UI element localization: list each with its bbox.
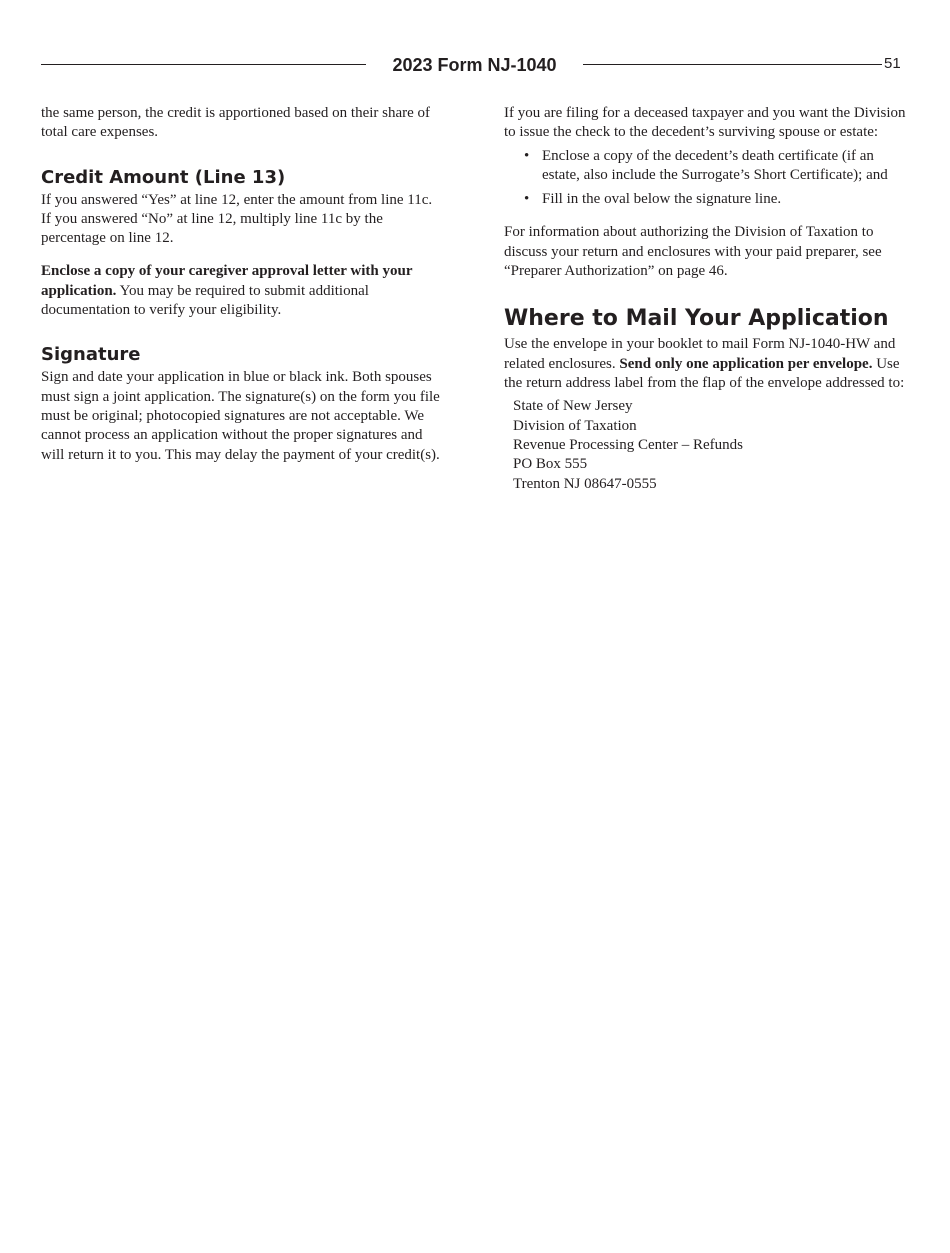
page-number: 51 [884,55,901,72]
mailing-address [504,397,909,494]
bullet-item [504,190,909,209]
mail-text-start: Use the envelope in your booklet to mail Form NJ-1040-HW and related enclosures. [504,336,896,372]
header-rule-left [41,64,366,65]
bullet-item [504,147,909,186]
enclose-letter-paragraph [41,262,443,320]
enclose-letter-text: You may be required to submit additional documentation to verify your eligibility. [41,282,369,319]
deceased-bullet-list [504,147,909,210]
bullet-text: Fill in the oval below the signature line. [542,191,782,208]
address-line: State of New Jersey [513,398,633,415]
mail-text-end: Use the return address label from the flap of the envelope addressed to: [504,355,905,391]
credit-amount-paragraph: If you answered “Yes” at line 12, enter the amount from line 11c. If you answered “No” at line 12, multiply line 11c by the percentage on line 12. [41,191,433,247]
bullet-icon: • [524,191,530,208]
address-line: Revenue Processing Center – Refunds [513,437,743,454]
deceased-intro-paragraph: If you are filing for a deceased taxpayer and you want the Division to issue the check to the decedent’s surviving spouse or estate: [504,105,906,141]
right-column [504,104,909,494]
left-column [41,104,443,479]
address-line: PO Box 555 [513,456,588,473]
intro-paragraph: the same person, the credit is apportioned based on their share of total care expenses. [41,105,431,141]
address-line: Division of Taxation [513,417,637,434]
enclose-letter-bold: Enclose a copy of your caregiver approval letter with your application. [41,263,413,299]
credit-amount-heading: Credit Amount (Line 13) [41,166,286,188]
bullet-text: Enclose a copy of the decedent’s death certificate (if an estate, also include the Surrogate’s Short Certificate); and [542,147,888,183]
header-rule-right [583,64,882,65]
mail-heading: Where to Mail Your Application [504,306,889,332]
mail-text-bold: Send only one application per envelope. [619,355,873,372]
page-header-title: 2023 Form NJ-1040 [392,55,557,75]
mail-paragraph [504,335,909,393]
signature-heading: Signature [41,344,141,366]
preparer-info-paragraph: For information about authorizing the Division of Taxation to discuss your return and enclosures with your paid preparer, see “Preparer Authorization” on page 46. [504,224,882,280]
address-line: Trenton NJ 08647-0555 [513,475,657,492]
bullet-icon: • [524,147,530,164]
signature-paragraph: Sign and date your application in blue or black ink. Both spouses must sign a joint application. The signature(s) on the form you file must be original; photocopied signatures are not acceptable. We cannot process an application without the proper signatures and will return it to you. This may delay the payment of your credit(s). [41,369,440,463]
